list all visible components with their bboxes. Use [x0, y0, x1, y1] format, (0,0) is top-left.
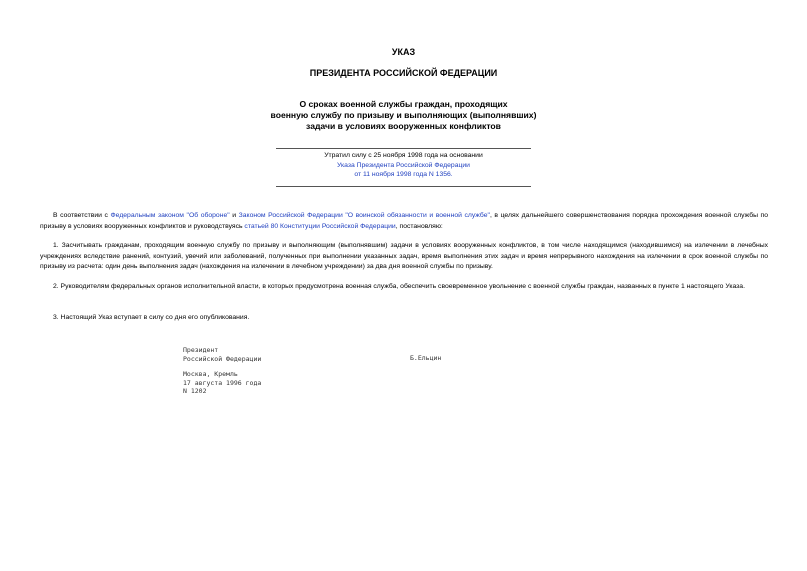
preamble-text: , в целях дальнейшего совершенствования порядка прохождения военной службы по призыву в условиях вооруженных конфликтов и руководствуясь [40, 212, 769, 230]
preamble-paragraph [40, 211, 768, 232]
signature-footer [183, 370, 261, 396]
clause-3-paragraph: 3. Настоящий Указ вступает в силу со дня его опубликования. [53, 314, 250, 321]
preamble-text: В соответствии с [53, 212, 111, 219]
decree-title [0, 99, 807, 132]
issuer-heading: ПРЕЗИДЕНТА РОССИЙСКОЙ ФЕДЕРАЦИИ [309, 68, 498, 78]
signature-role-line: Российской Федерации [183, 354, 262, 363]
signature-place: Москва, Кремль [183, 370, 238, 378]
title-line: военную службу по призыву и выполняющих (выполнявших) [270, 110, 537, 120]
title-line: задачи в условиях вооруженных конфликтов [306, 121, 501, 131]
repeal-decree-link[interactable]: Указа Президента Российской Федерации [337, 161, 470, 169]
status-rule-top [276, 148, 531, 149]
status-text: Утратил силу с 25 ноября 1998 года на основании [324, 152, 483, 159]
status-note [0, 151, 807, 180]
status-rule-bottom [276, 186, 531, 187]
constitution-article-80-link[interactable]: статьей 80 Конституции Российской Федерации [244, 222, 396, 230]
repeal-decree-date-link[interactable]: от 11 ноября 1998 года N 1356. [354, 171, 453, 179]
clause-1-paragraph: 1. Засчитывать гражданам, проходящим военную службу по призыву и выполняющим (выполнявшим) задачи в условиях вооруженных конфликтов, в том числе находящимся (находившимся) на излечении в лечебных учреждениях вследствие ранений, контузий, увечий или заболеваний, полученных при выполнении указанных задач, время выполнения этих задач и время непрерывного нахождения на излечении в срок военной службы по призыву из расчета: один день выполнения задач (нахождения на излечении в лечебном учреждении) за два дня военной службы по призыву. [40, 242, 768, 271]
signature-role-line: Президент [183, 346, 219, 354]
signature-number: N 1202 [183, 387, 207, 396]
preamble-text: , постановляю: [395, 222, 443, 230]
law-on-defense-link[interactable]: Федеральным законом "Об обороне" [110, 212, 230, 219]
law-on-military-duty-link[interactable]: Законом Российской Федерации "О воинской обязанности и военной службе" [238, 212, 490, 219]
signature-name: Б.Ельцин [410, 354, 442, 362]
decree-heading: УКАЗ [391, 47, 416, 57]
signature-date: 17 августа 1996 года [183, 378, 262, 387]
clause-2-paragraph: 2. Руководителям федеральных органов исполнительной власти, в которых предусмотрена военная служба, обеспечить своевременное увольнение с военной службы граждан, названных в пункте 1 настоящего Указа. [53, 283, 745, 290]
signature-role [183, 346, 261, 363]
title-line: О сроках военной службы граждан, проходящих [299, 99, 508, 109]
preamble-text: и [229, 212, 239, 219]
